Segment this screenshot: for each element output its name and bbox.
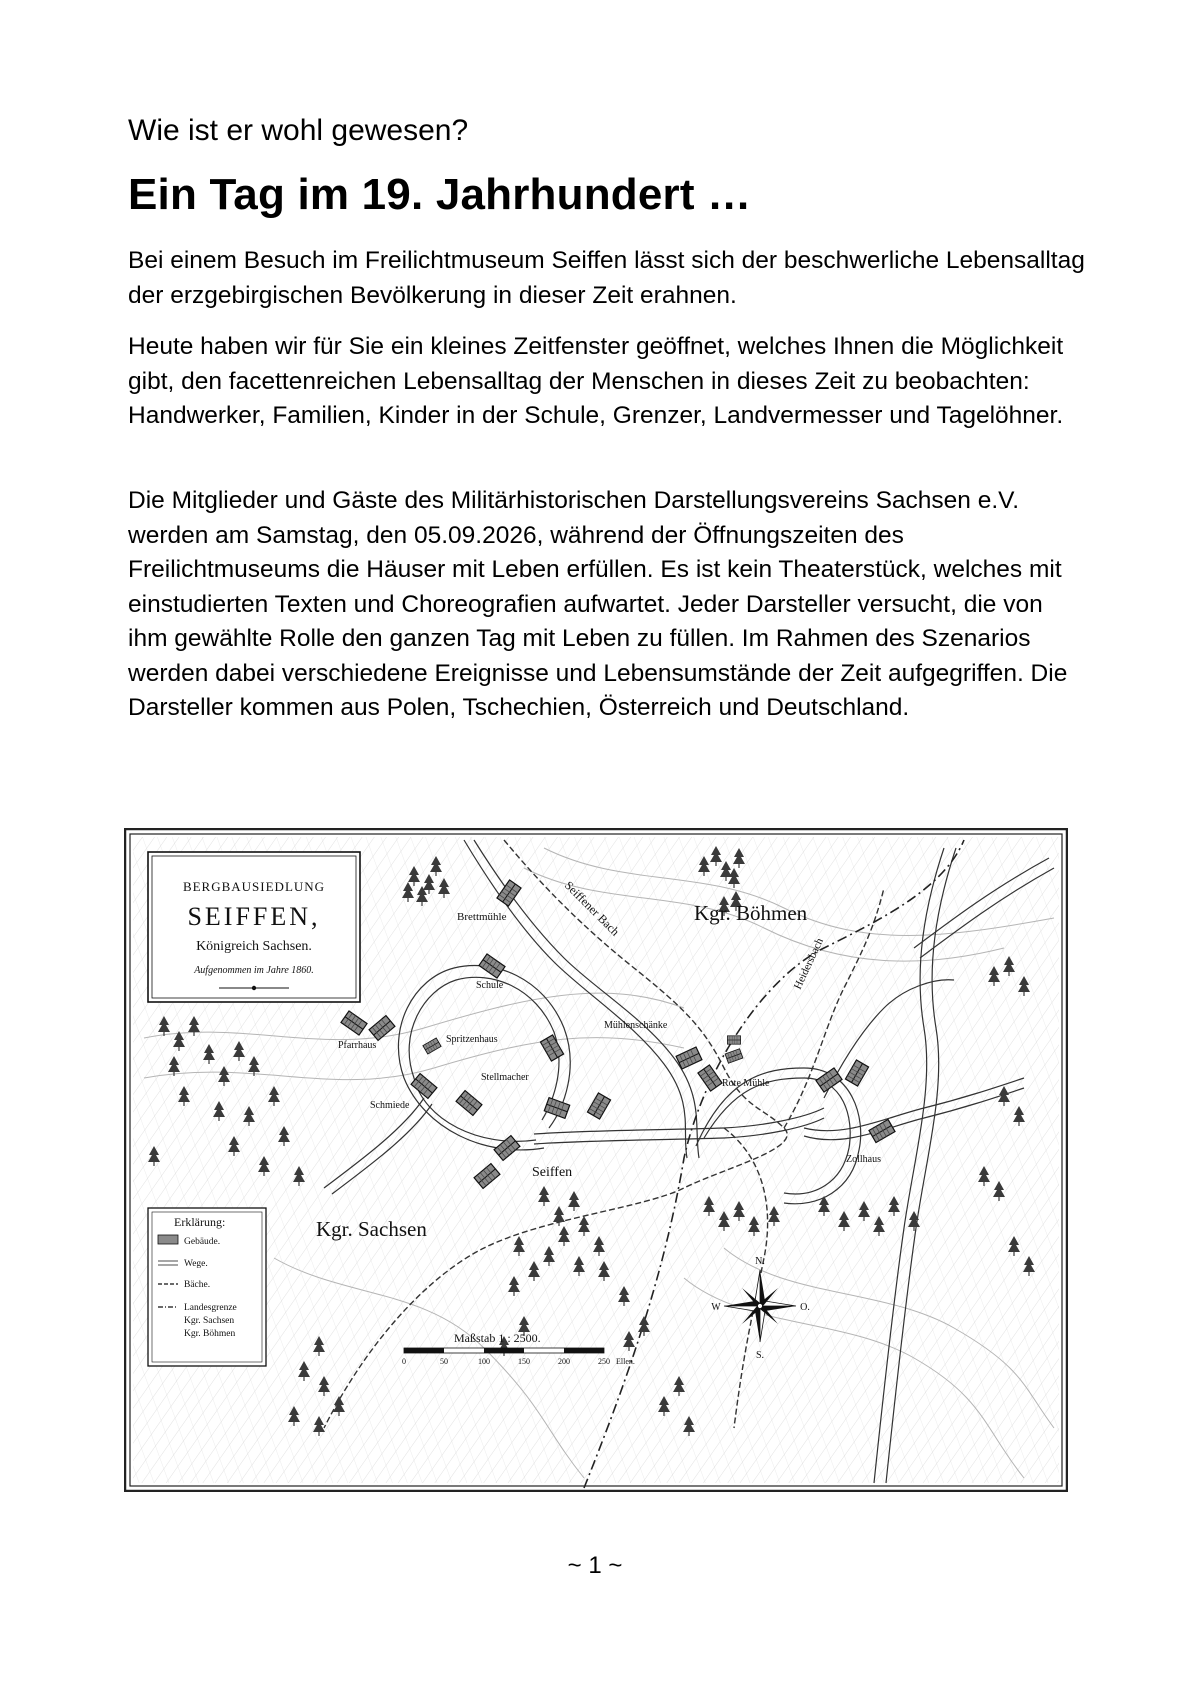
cartouche-line4: Aufgenommen im Jahre 1860. [194,965,314,976]
label-brettmuehle: Brettmühle [457,911,507,923]
label-schule: Schule [476,980,504,991]
scale-tick-150: 150 [518,1357,530,1366]
cartouche-line1: BERGBAUSIEDLUNG [182,879,326,894]
label-schmiede: Schmiede [370,1100,410,1111]
label-kgr-sachsen: Kgr. Sachsen [316,1217,427,1241]
scale-tick-0: 0 [402,1357,406,1366]
scale-label: Maßstab 1 : 2500. [454,1331,541,1345]
scale-unit: Ellen. [616,1357,635,1366]
legend-item-wege: Wege. [184,1259,208,1269]
compass-w: W [711,1302,721,1313]
legend-border-label-3: Kgr. Böhmen [184,1329,236,1339]
legend-title: Erklärung: [174,1215,226,1229]
label-spritzenhaus: Spritzenhaus [446,1034,498,1045]
scale-tick-200: 200 [558,1357,570,1366]
time-window-paragraph: Heute haben wir für Sie ein kleines Zeitfenster geöffnet, welches Ihnen die Möglichkeit gibt, den facettenreichen Lebensalltag der Menschen in dieses Zeit zu beobachten: Handwerker, Familien, Kinder in der Schule, Grenzer, Landvermesser und Tagelöhner. [128,333,1064,429]
kicker-text: Wie ist er wohl gewesen? [128,114,469,147]
label-heidersbach: Heidersbach [791,936,826,992]
map-cartouche [148,852,360,1002]
label-zollhaus: Zollhaus [846,1154,881,1165]
label-pfarrhaus: Pfarrhaus [338,1040,377,1051]
cartouche-line3: Königreich Sachsen. [196,939,312,954]
compass-s: S. [755,1350,765,1361]
event-paragraph: Die Mitglieder und Gäste des Militärhistorischen Darstellungsvereins Sachsen e.V. werden am Samstag, den 05.09.2026, während der Öffnungszeiten des Freilichtmuseums die Häuser mit Leben erfüllen. Es ist kein Theaterstück, welches mit einstudierten Texten und Choreografien aufwartet. Jeder Darsteller versucht, die von ihm gewählte Rolle den ganzen Tag mit Leben zu füllen. Im Rahmen des Szenarios werden dabei verschiedene Ereignisse und Lebensumstände der Zeit aufgegriffen. Die Darsteller kommen aus Polen, Tschechien, Österreich und Deutschland. [128,487,1068,721]
cartouche-line2: SEIFFEN, [187,902,321,931]
legend-item-gebaeude: Gebäude. [184,1237,221,1247]
scale-tick-100: 100 [478,1357,490,1366]
scale-tick-250: 250 [598,1357,610,1366]
scale-tick-50: 50 [440,1357,448,1366]
legend-border-label-1: Landesgrenze [184,1303,237,1313]
legend-border-label-2: Kgr. Sachsen [184,1316,235,1326]
compass-n: N. [755,1256,765,1267]
label-stellmacher: Stellmacher [481,1072,529,1083]
legend-item-baeche: Bäche. [184,1280,211,1290]
map-legend [148,1208,266,1366]
page-title: Ein Tag im 19. Jahrhundert … [128,170,752,219]
label-seiffen: Seiffen [532,1165,573,1180]
intro-paragraph: Bei einem Besuch im Freilichtmuseum Seiffen lässt sich der beschwerliche Lebensalltag der erzgebirgischen Bevölkerung in dieser Zeit erahnen. [128,247,1085,309]
label-muehlenschaenke: Mühlenschänke [604,1020,668,1031]
compass-o: O. [800,1302,810,1313]
label-seiffener-bach: Seiffener Bach [561,878,623,939]
label-rote-muehle: Rote Mühle [722,1078,770,1089]
page-number: ~ 1 ~ [567,1552,623,1579]
historical-map [124,828,1068,1492]
label-kgr-boehmen: Kgr. Böhmen [694,901,808,925]
